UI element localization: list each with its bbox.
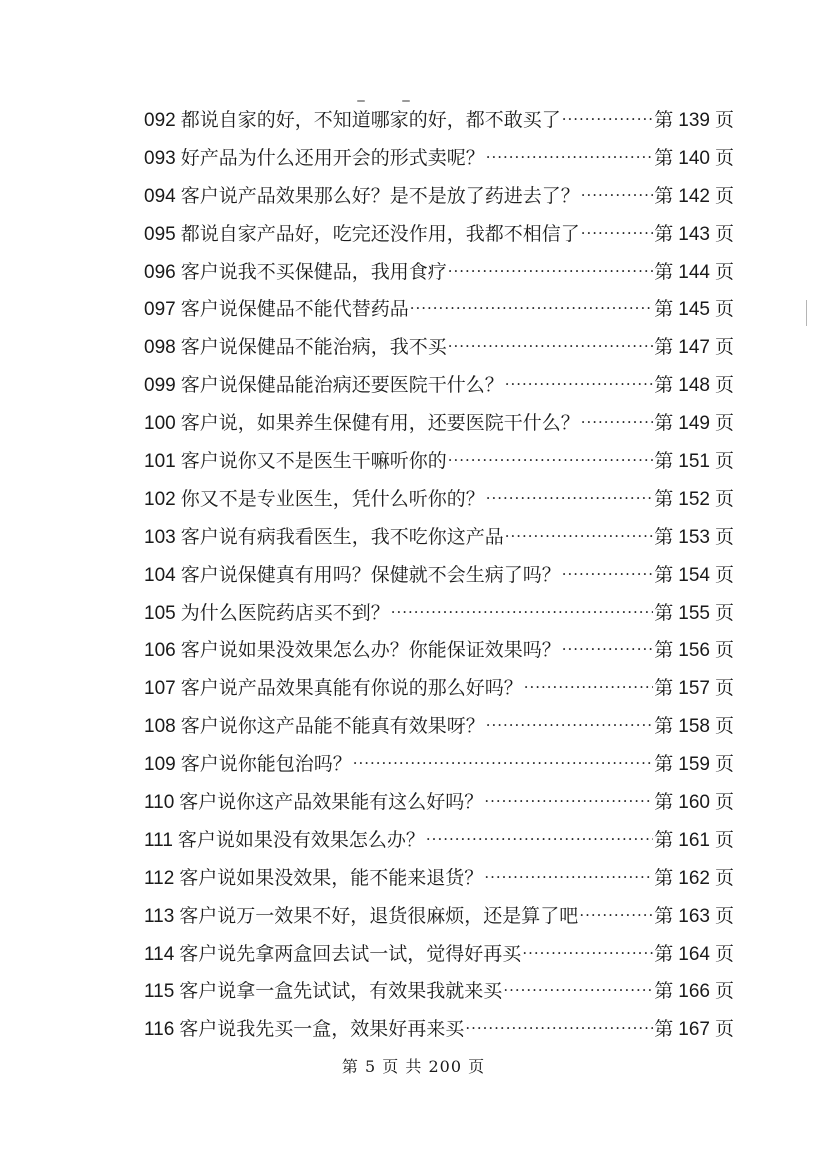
toc-entry-page-ref bbox=[654, 140, 734, 178]
toc-entry-number: 092 bbox=[144, 110, 176, 131]
page-number: 162 bbox=[678, 867, 710, 889]
page-prefix: 第 bbox=[654, 298, 674, 321]
dot-leader bbox=[448, 328, 654, 366]
dot-leader bbox=[562, 556, 654, 594]
page-suffix: 页 bbox=[714, 374, 734, 397]
page-number: 159 bbox=[678, 754, 710, 776]
page-number: 148 bbox=[678, 375, 710, 397]
toc-entry-page-ref bbox=[654, 519, 734, 557]
toc-entry bbox=[144, 519, 734, 557]
page-suffix: 页 bbox=[714, 677, 734, 700]
toc-entry bbox=[144, 822, 734, 860]
page-number: 151 bbox=[678, 451, 710, 473]
dot-leader bbox=[505, 366, 654, 404]
page-suffix: 页 bbox=[714, 601, 734, 624]
toc-entry bbox=[144, 329, 734, 367]
toc-entry-title: 客户说我不买保健品，我用食疗 bbox=[180, 260, 447, 283]
toc-entry-number: 104 bbox=[144, 564, 176, 586]
toc-entry-number: 099 bbox=[144, 375, 176, 397]
toc-entry-page-ref bbox=[654, 1011, 734, 1049]
toc-entry bbox=[144, 898, 734, 936]
toc-entry-number: 097 bbox=[144, 299, 176, 321]
toc-entry-title: 为什么医院药店买不到？ bbox=[180, 601, 390, 624]
toc-entry-number: 110 bbox=[144, 792, 175, 814]
page-number: 139 bbox=[678, 110, 710, 131]
toc-entry-number: 108 bbox=[144, 716, 176, 738]
toc-entry-page-ref bbox=[654, 405, 734, 443]
page-number: 152 bbox=[678, 488, 710, 510]
toc-entry bbox=[144, 936, 734, 974]
toc-entry-page-ref bbox=[654, 254, 734, 292]
toc-entry-number: 116 bbox=[144, 1019, 175, 1041]
page-prefix: 第 bbox=[654, 525, 674, 548]
page-prefix: 第 bbox=[654, 828, 674, 851]
toc-entry-page-ref bbox=[654, 595, 734, 633]
toc-entry-page-ref bbox=[654, 936, 734, 974]
dot-leader bbox=[448, 253, 654, 291]
footer-prefix: 第 bbox=[341, 1057, 359, 1076]
toc-entry-title: 都说自家的好，不知道哪家的好，都不敢买了 bbox=[180, 109, 561, 131]
page-prefix: 第 bbox=[654, 374, 674, 397]
toc-entry bbox=[144, 291, 734, 329]
page-suffix: 页 bbox=[714, 450, 734, 473]
page-prefix: 第 bbox=[654, 146, 674, 169]
page-number: 163 bbox=[678, 905, 710, 927]
page-number: 167 bbox=[678, 1019, 710, 1041]
page-number: 140 bbox=[678, 147, 710, 169]
page-prefix: 第 bbox=[654, 412, 674, 435]
toc-entry-page-ref bbox=[654, 670, 734, 708]
toc-entry-number: 106 bbox=[144, 640, 176, 662]
toc-entry-page-ref bbox=[654, 367, 734, 405]
toc-entry-number: 101 bbox=[144, 451, 176, 473]
toc-entry bbox=[144, 708, 734, 746]
toc-entry bbox=[144, 746, 734, 784]
toc-entry-page-ref bbox=[654, 481, 734, 519]
toc-entry-page-ref bbox=[654, 557, 734, 595]
footer-mid: 页 共 bbox=[382, 1057, 423, 1076]
toc-entry-page-ref bbox=[654, 708, 734, 746]
page-prefix: 第 bbox=[654, 980, 674, 1003]
toc-entry-title: 好产品为什么还用开会的形式卖呢？ bbox=[180, 146, 485, 169]
page-footer bbox=[0, 1054, 827, 1077]
table-of-contents bbox=[144, 102, 734, 1049]
page-number: 142 bbox=[678, 185, 710, 207]
toc-entry-title: 客户说如果没效果，能不能来退货？ bbox=[179, 866, 484, 889]
toc-entry-number: 093 bbox=[144, 147, 176, 169]
page-prefix: 第 bbox=[654, 1018, 674, 1041]
page-prefix: 第 bbox=[654, 563, 674, 586]
page-prefix: 第 bbox=[654, 639, 674, 662]
footer-suffix: 页 bbox=[468, 1057, 486, 1076]
toc-entry-page-ref bbox=[654, 216, 734, 254]
page-suffix: 页 bbox=[714, 336, 734, 359]
dot-leader bbox=[486, 707, 654, 745]
footer-total-pages: 200 bbox=[428, 1057, 462, 1076]
dot-leader bbox=[581, 404, 654, 442]
page-prefix: 第 bbox=[654, 336, 674, 359]
toc-entry-title: 客户说，如果养生保健有用，还要医院干什么？ bbox=[180, 412, 580, 435]
page-suffix: 页 bbox=[714, 563, 734, 586]
toc-entry-page-ref bbox=[654, 822, 734, 860]
toc-entry-number: 111 bbox=[144, 829, 173, 851]
dot-leader bbox=[486, 480, 654, 518]
toc-entry bbox=[144, 632, 734, 670]
dot-leader bbox=[581, 177, 654, 215]
page-number: 161 bbox=[678, 829, 710, 851]
toc-entry-title: 客户说万一效果不好，退货很麻烦，还是算了吧 bbox=[179, 904, 579, 927]
toc-entry-page-ref bbox=[654, 898, 734, 936]
dot-leader bbox=[484, 859, 653, 897]
page-number: 156 bbox=[678, 640, 710, 662]
toc-entry-title: 客户说你能包治吗？ bbox=[180, 753, 352, 776]
toc-entry-title: 你又不是专业医生，凭什么听你的？ bbox=[180, 487, 485, 510]
dot-leader bbox=[484, 783, 653, 821]
toc-entry bbox=[144, 405, 734, 443]
toc-entry bbox=[144, 860, 734, 898]
dot-leader bbox=[562, 101, 654, 139]
toc-entry-title: 客户说产品效果那么好？是不是放了药进去了？ bbox=[180, 184, 580, 207]
toc-entry-title: 客户说如果没有效果怎么办？ bbox=[177, 828, 425, 851]
toc-entry-number: 107 bbox=[144, 678, 176, 700]
page-number: 158 bbox=[678, 716, 710, 738]
toc-entry-title: 客户说我先买一盒，效果好再来买 bbox=[179, 1018, 465, 1041]
toc-entry-number: 095 bbox=[144, 223, 176, 245]
page-prefix: 第 bbox=[654, 715, 674, 738]
toc-entry-title: 客户说拿一盒先试试，有效果我就来买 bbox=[179, 980, 503, 1003]
toc-entry-number: 112 bbox=[144, 867, 175, 889]
page-prefix: 第 bbox=[654, 601, 674, 624]
page-suffix: 页 bbox=[714, 942, 734, 965]
page-number: 157 bbox=[678, 678, 710, 700]
toc-entry bbox=[144, 595, 734, 633]
page-prefix: 第 bbox=[654, 487, 674, 510]
toc-entry-page-ref bbox=[654, 102, 734, 140]
toc-entry bbox=[144, 670, 734, 708]
page-suffix: 页 bbox=[714, 412, 734, 435]
toc-entry-title: 客户说如果没效果怎么办？你能保证效果吗？ bbox=[180, 639, 561, 662]
dot-leader bbox=[522, 935, 653, 973]
page-number: 145 bbox=[678, 299, 710, 321]
page-suffix: 页 bbox=[714, 1018, 734, 1041]
page-number: 144 bbox=[678, 261, 710, 283]
page-prefix: 第 bbox=[654, 677, 674, 700]
page-suffix: 页 bbox=[714, 980, 734, 1003]
page-number: 166 bbox=[678, 981, 710, 1003]
dot-leader bbox=[391, 594, 654, 632]
dot-leader bbox=[465, 1010, 653, 1048]
toc-entry-title: 客户说你又不是医生干嘛听你的 bbox=[180, 450, 447, 473]
toc-entry-page-ref bbox=[654, 973, 734, 1011]
page-number: 164 bbox=[678, 943, 710, 965]
toc-entry bbox=[144, 1011, 734, 1049]
dot-leader bbox=[426, 821, 653, 859]
page-number: 153 bbox=[678, 526, 710, 548]
page-number: 143 bbox=[678, 223, 710, 245]
toc-entry-number: 109 bbox=[144, 754, 176, 776]
page-prefix: 第 bbox=[654, 450, 674, 473]
toc-entry-page-ref bbox=[654, 443, 734, 481]
dot-leader bbox=[410, 290, 654, 328]
toc-entry-page-ref bbox=[654, 178, 734, 216]
dot-leader bbox=[581, 215, 654, 253]
page-number: 149 bbox=[678, 413, 710, 435]
toc-entry-page-ref bbox=[654, 860, 734, 898]
toc-entry-page-ref bbox=[654, 746, 734, 784]
page-suffix: 页 bbox=[714, 222, 734, 245]
page-suffix: 页 bbox=[714, 260, 734, 283]
toc-entry bbox=[144, 367, 734, 405]
scan-edge-mark bbox=[806, 300, 807, 326]
page-prefix: 第 bbox=[654, 791, 674, 814]
toc-entry-page-ref bbox=[654, 329, 734, 367]
page-suffix: 页 bbox=[714, 791, 734, 814]
dot-leader bbox=[448, 442, 654, 480]
toc-entry-title: 客户说你这产品效果能有这么好吗？ bbox=[179, 791, 484, 814]
toc-entry-title: 客户说有病我看医生，我不吃你这产品 bbox=[180, 525, 504, 548]
dot-leader bbox=[524, 669, 654, 707]
page-number: 147 bbox=[678, 337, 710, 359]
dot-leader bbox=[579, 897, 653, 935]
toc-entry-title: 客户说保健真有用吗？保健就不会生病了吗？ bbox=[180, 563, 561, 586]
toc-entry-number: 102 bbox=[144, 488, 176, 510]
dot-leader bbox=[562, 631, 654, 669]
toc-entry bbox=[144, 140, 734, 178]
dot-leader bbox=[486, 139, 654, 177]
toc-entry-number: 115 bbox=[144, 981, 175, 1003]
dot-leader bbox=[353, 745, 654, 783]
toc-entry-number: 098 bbox=[144, 337, 176, 359]
toc-entry-number: 103 bbox=[144, 526, 176, 548]
page-suffix: 页 bbox=[714, 298, 734, 321]
toc-entry bbox=[144, 481, 734, 519]
toc-entry-number: 100 bbox=[144, 413, 176, 435]
page-suffix: 页 bbox=[714, 715, 734, 738]
toc-entry bbox=[144, 973, 734, 1011]
page-suffix: 页 bbox=[714, 866, 734, 889]
toc-entry-title: 客户说保健品不能治病，我不买 bbox=[180, 336, 447, 359]
page-prefix: 第 bbox=[654, 866, 674, 889]
page-number: 155 bbox=[678, 602, 710, 624]
toc-entry-number: 114 bbox=[144, 943, 175, 965]
toc-entry-page-ref bbox=[654, 784, 734, 822]
dot-leader bbox=[505, 518, 654, 556]
dot-leader bbox=[503, 972, 653, 1010]
page-suffix: 页 bbox=[714, 487, 734, 510]
page-suffix: 页 bbox=[714, 109, 734, 131]
page-suffix: 页 bbox=[714, 639, 734, 662]
toc-entry bbox=[144, 178, 734, 216]
page-suffix: 页 bbox=[714, 525, 734, 548]
page-suffix: 页 bbox=[714, 904, 734, 927]
toc-entry bbox=[144, 443, 734, 481]
toc-entry bbox=[144, 216, 734, 254]
toc-entry-page-ref bbox=[654, 291, 734, 329]
toc-entry-number: 094 bbox=[144, 185, 176, 207]
toc-entry-title: 客户说保健品不能代替药品 bbox=[180, 298, 409, 321]
page-prefix: 第 bbox=[654, 753, 674, 776]
page-suffix: 页 bbox=[714, 146, 734, 169]
page-suffix: 页 bbox=[714, 753, 734, 776]
toc-entry-page-ref bbox=[654, 632, 734, 670]
page-prefix: 第 bbox=[654, 184, 674, 207]
toc-entry-number: 113 bbox=[144, 905, 175, 927]
page-prefix: 第 bbox=[654, 260, 674, 283]
toc-entry-number: 096 bbox=[144, 261, 176, 283]
page-suffix: 页 bbox=[714, 828, 734, 851]
page-prefix: 第 bbox=[654, 942, 674, 965]
page-number: 160 bbox=[678, 792, 710, 814]
page-suffix: 页 bbox=[714, 184, 734, 207]
toc-entry-title: 客户说保健品能治病还要医院干什么？ bbox=[180, 374, 504, 397]
toc-entry-title: 客户说先拿两盒回去试一试，觉得好再买 bbox=[179, 942, 522, 965]
toc-entry-title: 都说自家产品好，吃完还没作用，我都不相信了 bbox=[180, 222, 580, 245]
toc-entry bbox=[144, 254, 734, 292]
toc-entry-title: 客户说产品效果真能有你说的那么好吗？ bbox=[180, 677, 523, 700]
page-prefix: 第 bbox=[654, 904, 674, 927]
toc-entry bbox=[144, 784, 734, 822]
page-number: 154 bbox=[678, 564, 710, 586]
toc-entry-title: 客户说你这产品能不能真有效果呀？ bbox=[180, 715, 485, 738]
page-prefix: 第 bbox=[654, 109, 674, 131]
footer-current-page: 5 bbox=[364, 1057, 377, 1076]
toc-entry-number: 105 bbox=[144, 602, 176, 624]
toc-entry bbox=[144, 557, 734, 595]
page-prefix: 第 bbox=[654, 222, 674, 245]
toc-entry bbox=[144, 102, 734, 140]
